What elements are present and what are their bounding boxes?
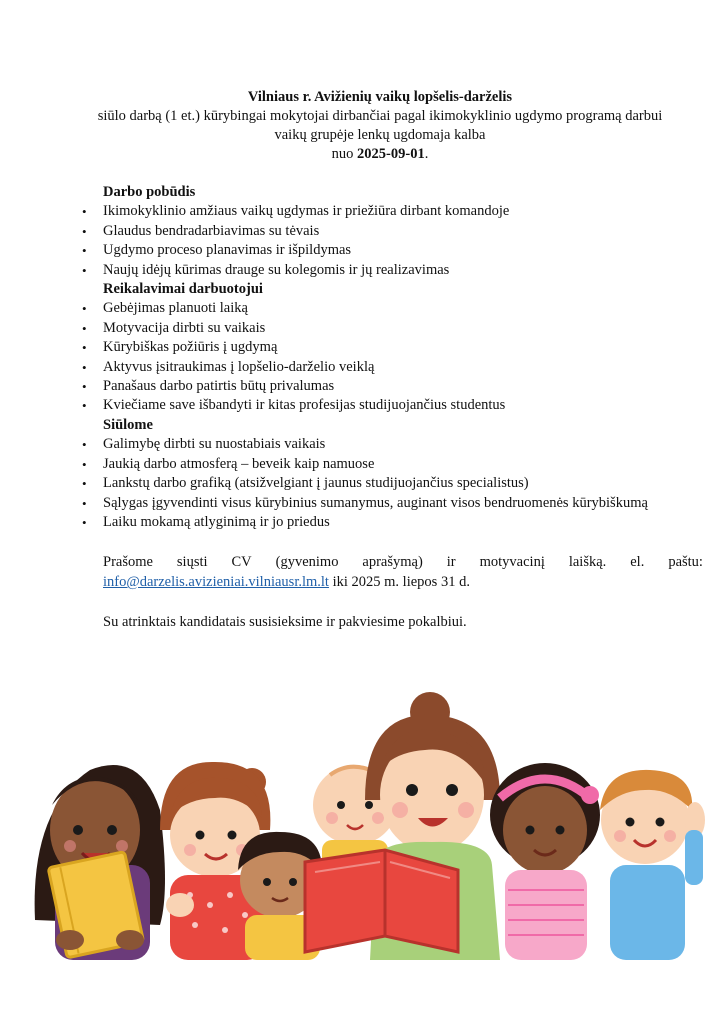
- list-item: • Aktyvus įsitraukimas į lopšelio-darželio veiklą: [0, 358, 724, 377]
- list-item: • Ugdymo proceso planavimas ir išpildymas: [0, 241, 724, 260]
- children-reading-illustration: [30, 690, 710, 960]
- section-heading-offer: Siūlome: [103, 416, 153, 433]
- instructions-line-1: [103, 552, 703, 572]
- word: siųsti: [176, 554, 208, 570]
- list-item: • Lankstų darbo grafiką (atsižvelgiant į jaunus studijuojančius specialistus): [0, 474, 724, 493]
- word: el.: [630, 554, 645, 570]
- word: CV: [231, 554, 252, 570]
- offer-line-2: vaikų grupėje lenkų ugdomaja kalba: [274, 127, 486, 143]
- girl-with-book-figure: [35, 765, 165, 960]
- section-heading-requirements: Reikalavimai darbuotojui: [103, 281, 263, 298]
- boy-waving-figure: [600, 770, 705, 960]
- list-item: • Laiku mokamą atlyginimą ir jo priedus: [0, 513, 724, 532]
- requirements-list: [0, 299, 724, 415]
- word: Prašome: [103, 554, 153, 570]
- start-date-suffix: .: [424, 146, 429, 162]
- list-item: • Kviečiame save išbandyti ir kitas profesijas studijuojančius studentus: [0, 396, 724, 415]
- job-details: [0, 183, 724, 532]
- list-item: • Motyvacija dirbti su vaikais: [0, 319, 724, 338]
- word: laišką.: [568, 554, 607, 570]
- closing-text: Su atrinktais kandidatais susisieksime ir pakviesime pokalbiui.: [103, 614, 467, 630]
- word: motyvacinį: [479, 554, 545, 570]
- instructions-line-2: [103, 572, 703, 592]
- start-date-line: [60, 145, 700, 164]
- deadline-text: iki 2025 m. liepos 31 d.: [328, 574, 470, 590]
- open-red-book-figure: [305, 850, 458, 952]
- girl-with-headband-figure: [490, 763, 600, 960]
- word: aprašymą): [362, 554, 423, 570]
- list-item: • Gebėjimas planuoti laiką: [0, 299, 724, 318]
- offer-line-1: siūlo darbą (1 et.) kūrybingai mokytojai dirbančiai pagal ikimokyklinio ugdymo programą darbui: [97, 108, 663, 124]
- list-item: • Galimybę dirbti su nuostabiais vaikais: [0, 435, 724, 454]
- work-nature-list: [0, 202, 724, 280]
- list-item: • Panašaus darbo patirtis būtų privalumas: [0, 377, 724, 396]
- list-item: • Sąlygas įgyvendinti visus kūrybinius sumanymus, auginant visos bendruomenės kūrybiškumą: [0, 494, 724, 513]
- section-heading-work-nature: Darbo pobūdis: [103, 184, 196, 200]
- word: ir: [446, 554, 456, 570]
- word: (gyvenimo: [275, 554, 339, 570]
- start-date: 2025-09-01: [357, 146, 425, 162]
- list-item: • Ikimokyklinio amžiaus vaikų ugdymas ir priežiūra dirbant komandoje: [0, 202, 724, 221]
- word: paštu:: [668, 554, 703, 570]
- email-link[interactable]: info@darzelis.avizieniai.vilniausr.lm.lt: [103, 574, 329, 590]
- document-header: [60, 88, 700, 164]
- application-instructions: [103, 552, 703, 592]
- list-item: • Jaukią darbo atmosferą – beveik kaip namuose: [0, 455, 724, 474]
- list-item: • Glaudus bendradarbiavimas su tėvais: [0, 222, 724, 241]
- list-item: • Kūrybiškas požiūris į ugdymą: [0, 338, 724, 357]
- list-item: • Naujų idėjų kūrimas drauge su kolegomis ir jų realizavimas: [0, 261, 724, 280]
- institution-title: Vilniaus r. Avižienių vaikų lopšelis-darželis: [247, 89, 513, 105]
- start-date-prefix: nuo: [331, 146, 358, 162]
- offer-list: [0, 435, 724, 532]
